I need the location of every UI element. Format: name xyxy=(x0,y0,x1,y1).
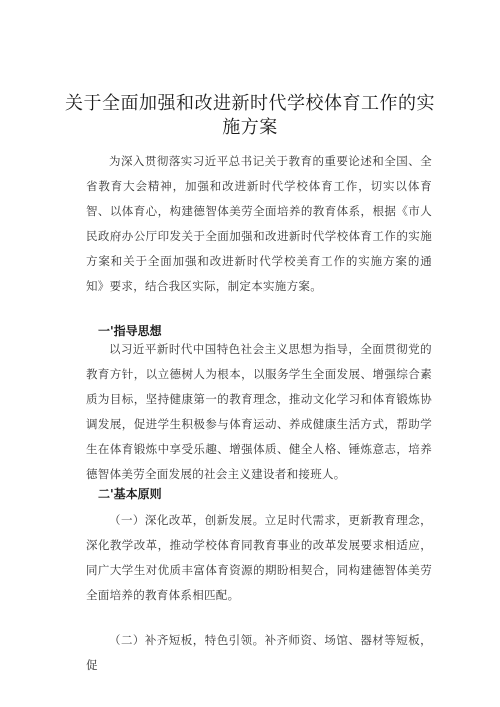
section-heading-basic-principles: 二'基本原则 xyxy=(98,487,162,501)
guiding-ideology-paragraph: 以习近平新时代中国特色社会主义思想为指导，全面贯彻党的教育方针，以立德树人为根本，以服务学生全面发展、增强综合素质为目标，坚持健康第一的教育理念，推动文化学习和体育锻炼协调发展，促进学生积极参与体育运动、养成健康生活方式，帮助学生在体育锻炼中享受乐趣、增强体质、健全人格、锤炼意志，培养德智体美劳全面发展的社会主义建设者和接班人。 xyxy=(86,342,432,481)
principle-paragraph-2: （二）补齐短板，特色引领。补齐师资、场馆、器材等短板，促 xyxy=(86,633,432,672)
principle-paragraph-1: （一）深化改革，创新发展。立足时代需求，更新教育理念，深化教学改革，推动学校体育同教育事业的改革发展要求相适应，同广大学生对优质丰富体育资源的期盼相契合，同构建德智体美劳全面培养的教育体系相匹配。 xyxy=(86,513,432,602)
document-title: 关于全面加强和改进新时代学校体育工作的实施方案 xyxy=(65,93,435,138)
section-heading-guiding-ideology: 一'指导思想 xyxy=(98,324,162,338)
intro-paragraph: 为深入贯彻落实习近平总书记关于教育的重要论述和全国、全省教育大会精神，加强和改进新时代学校体育工作，切实以体育智、以体育心，构建德智体美劳全面培养的教育体系，根据《市人民政府办公厅印发关于全面加强和改进新时代学校体育工作的实施方案和关于全面加强和改进新时代学校美育工作的实施方案的通知》要求，结合我区实际，制定本实施方案。 xyxy=(86,154,432,293)
